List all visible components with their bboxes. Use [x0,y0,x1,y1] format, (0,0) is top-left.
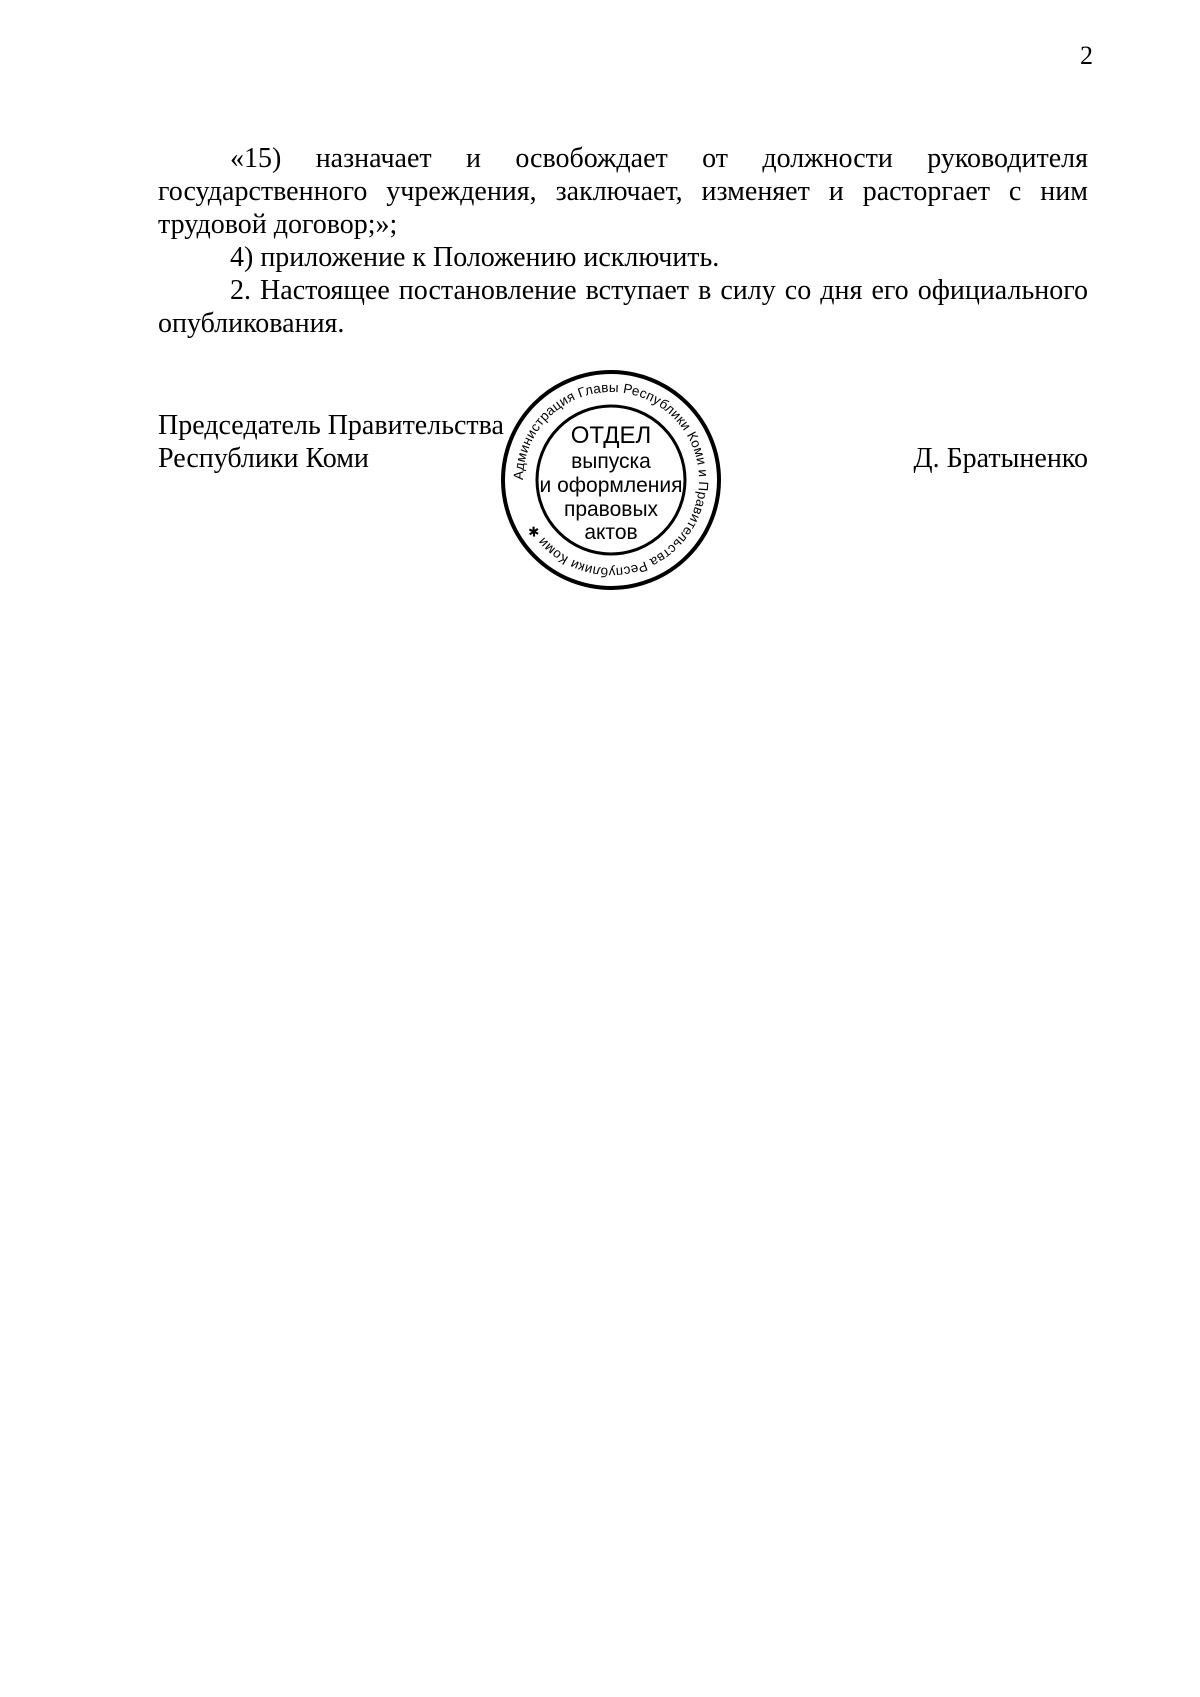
stamp-ring-text: Администрация Главы Республики Коми и Правительства Республики Коми ✱ [510,379,712,581]
stamp-line-4: правовых [563,498,659,521]
paragraph-effective-date: 2. Настоящее постановление вступает в силу со дня его официального опубликования. [158,275,1088,339]
signer-name: Д. Братыненко [913,443,1088,474]
signer-title-line-1: Председатель Правительства [158,410,504,441]
document-body [158,142,1088,340]
stamp-line-5: актов [584,521,638,544]
paragraph-item-15: «15) назначает и освобождает от должности руководителя государственного учреждения, заключает, изменяет и расторгает с ним трудовой договор;»; [158,143,1088,240]
stamp-line-1: ОТДЕЛ [570,422,652,449]
stamp-line-3: и оформления [539,474,683,497]
paragraph-item-4: 4) приложение к Положению исключить. [230,242,720,273]
official-stamp [496,365,726,595]
page-number: 2 [1080,41,1093,70]
signer-title-line-2: Республики Коми [158,443,369,474]
stamp-line-2: выпуска [571,450,651,473]
